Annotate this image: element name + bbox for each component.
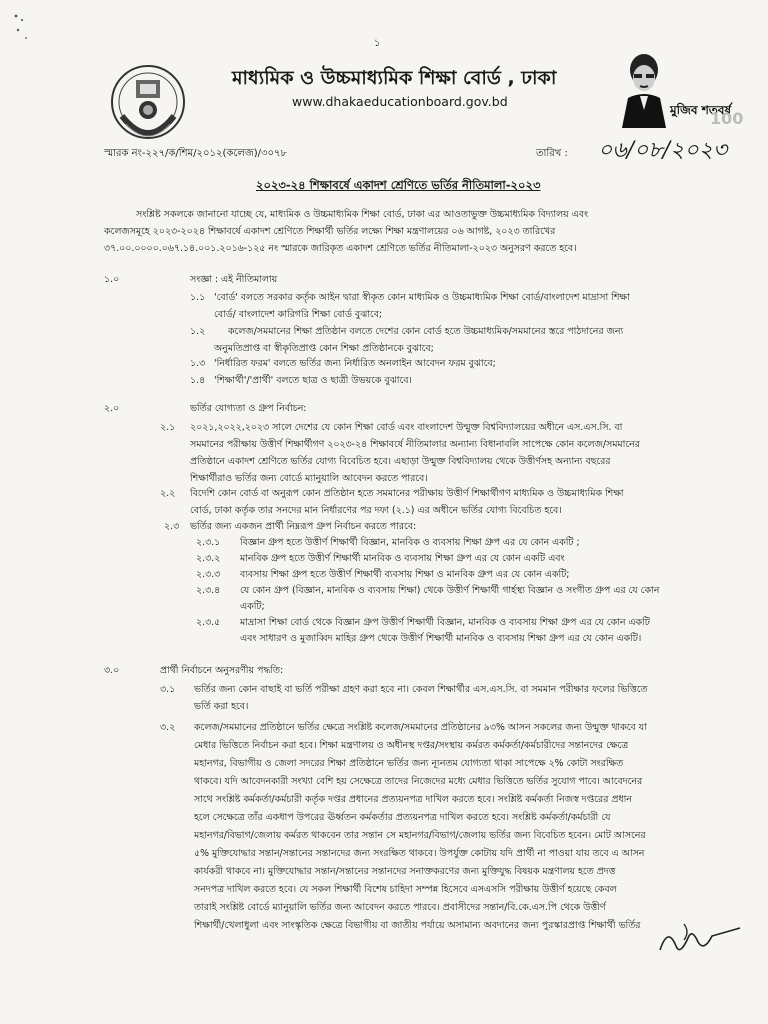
- mujib-logo-text: মুজিব শতবর্ষ: [670, 103, 732, 117]
- signature: [654, 916, 744, 962]
- section-number: ৩.০: [104, 665, 120, 676]
- item-text: অনুমতিপ্রাপ্ত বা স্বীকৃতিপ্রাপ্ত কোন শিক্ষা প্রতিষ্ঠানকে বুঝাবে;: [214, 343, 434, 354]
- item-text: কার্যকরী থাকবে না। মুক্তিযোদ্ধার সন্তান/সন্তানের সন্তানদের সনাক্তকরণের জন্য মুক্তিযুদ্ধ বিষয়ক মন্ত্রণালয় হতে প্রদত্ত: [194, 866, 616, 877]
- item-text: কলেজ/সমমানের শিক্ষা প্রতিষ্ঠান বলতে দেশের কোন বোর্ড হতে উচ্চমাধ্যমিক/সমমানের স্তরে পাঠদানের জন্য: [228, 326, 624, 337]
- subitem-text: মাদ্রাসা শিক্ষা বোর্ড থেকে বিজ্ঞান গ্রুপ উত্তীর্ণ শিক্ষার্থী বিজ্ঞান, মানবিক ও ব্যবসায় শিক্ষা গ্রুপ এর যে কোন একটি: [240, 617, 650, 628]
- subitem-number: ২.৩.৪: [196, 585, 221, 596]
- item-number: ৩.১: [160, 684, 176, 695]
- section-heading: সংজ্ঞা : এই নীতিমালায়: [190, 274, 278, 285]
- subitem-number: ২.৩.১: [196, 537, 221, 548]
- item-number: ২.৩: [164, 521, 180, 532]
- subitem-number: ২.৩.৫: [196, 617, 221, 628]
- item-text: সনদপত্র দাখিল করতে হবে। যে সকল শিক্ষার্থী বিশেষ চাহিদা সম্পন্ন হিসেবে এসএসসি পরীক্ষায় উত্তীর্ণ হয়েছে কেবল: [194, 884, 617, 895]
- item-text: সমমানের পরীক্ষায় উত্তীর্ণ শিক্ষার্থীগণ ২০২৩-২৪ শিক্ষাবর্ষে নীতিমালার অন্যান্য বিধানাবলি সাপেক্ষে কোন কলেজ/সমমানের: [190, 439, 640, 450]
- section-heading: ভর্তির যোগ্যতা ও গ্রুপ নির্বাচন:: [190, 403, 307, 414]
- date-label: তারিখ :: [536, 148, 568, 159]
- section-heading: প্রার্থী নির্বাচনে অনুসরণীয় পদ্ধতি:: [160, 665, 284, 676]
- item-number: ১.১: [190, 292, 206, 303]
- item-number: ৩.২: [160, 722, 176, 733]
- board-name: মাধ্যমিক ও উচ্চমাধ্যমিক শিক্ষা বোর্ড , ঢাকা: [232, 67, 557, 89]
- subitem-text: ব্যবসায় শিক্ষা গ্রুপ হতে উত্তীর্ণ শিক্ষার্থী ব্যবসায় শিক্ষা ও মানবিক গ্রুপ এর যে কোন একটি;: [240, 569, 570, 580]
- item-number: ২.১: [160, 422, 176, 433]
- item-text: 'শিক্ষার্থী'/'প্রার্থী' বলতে ছাত্র ও ছাত্রী উভয়কে বুঝাবে।: [214, 375, 412, 386]
- subitem-number: ২.৩.২: [196, 553, 221, 564]
- item-text: 'বোর্ড' বলতে সরকার কর্তৃক আইন দ্বারা স্বীকৃত কোন মাধ্যমিক ও উচ্চমাধ্যমিক শিক্ষা বোর্ড/বাংলাদেশ মাদ্রাসা শিক্ষা: [214, 292, 630, 303]
- item-text: ৫% মুক্তিযোদ্ধার সন্তান/সন্তানের সন্তানদের জন্য সংরক্ষিত থাকবে। উপর্যুক্ত কোটায় যদি প্রার্থী না পাওয়া যায় তবে এ আসন: [194, 848, 645, 859]
- item-text: তারাই সংশ্লিষ্ট বোর্ডে ম্যানুয়ালি ভর্তির জন্য আবেদন করতে পারবে। প্রবাসীদের সন্তান/বি.কে.এস.পি থেকে উত্তীর্ণ: [194, 902, 606, 913]
- item-number: ১.২: [190, 326, 206, 337]
- item-number: ২.২: [160, 488, 176, 499]
- item-text: কলেজ/সমমানের প্রতিষ্ঠানে ভর্তির ক্ষেত্রে সংশ্লিষ্ট কলেজ/সমমানের প্রতিষ্ঠানের ৯৩% আসন সকলের জন্য উন্মুক্ত থাকবে যা: [194, 722, 647, 733]
- subitem-text: মানবিক গ্রুপ হতে উত্তীর্ণ শিক্ষার্থী মানবিক ও ব্যবসায় শিক্ষা গ্রুপ এর যে কোন একটি এবং: [240, 553, 565, 564]
- mujib-centenary-logo: [612, 48, 744, 128]
- item-text: ভর্তির জন্য একজন প্রার্থী নিম্নরূপ গ্রুপ নির্বাচন করতে পারবে:: [190, 521, 417, 532]
- subitem-text: একটি;: [240, 601, 265, 612]
- item-text: বোর্ড/ বাংলাদেশ কারিগরি শিক্ষা বোর্ড বুঝাবে;: [214, 309, 383, 320]
- subitem-text: বিজ্ঞান গ্রুপ হতে উত্তীর্ণ শিক্ষার্থী বিজ্ঞান, মানবিক ও ব্যবসায় শিক্ষা গ্রুপ এর যে কোন একটি ;: [240, 537, 580, 548]
- section-number: ১.০: [104, 274, 120, 285]
- document-title: ২০২৩-২৪ শিক্ষাবর্ষে একাদশ শ্রেণিতে ভর্তির নীতিমালা-২০২৩: [256, 178, 541, 192]
- svg-text:100: 100: [710, 109, 744, 128]
- section-number: ২.০: [104, 403, 120, 414]
- item-text: সাথে সংশ্লিষ্ট কর্মকর্তা/কর্মচারী কর্তৃক দপ্তর প্রধানের প্রত্যয়নপত্র দাখিল করতে হবে। সংশ্লিষ্ট কর্মকর্তা নিজস্ব দপ্তরের প্রধান: [194, 794, 632, 805]
- page-number: ১: [374, 38, 381, 49]
- item-text: প্রতিষ্ঠানে একাদশ শ্রেণিতে ভর্তির যোগ্য বিবেচিত হবে। এছাড়া উন্মুক্ত বিশ্ববিদ্যালয় থেকে উত্তীর্ণসহ অন্যান্য বছরের: [190, 456, 611, 467]
- intro-line: সংশ্লিষ্ট সকলকে জানানো যাচ্ছে যে, মাধ্যমিক ও উচ্চমাধ্যমিক শিক্ষা বোর্ড, ঢাকা এর আওতাভুক্ত উচ্চমাধ্যমিক বিদ্যালয় এবং: [136, 209, 589, 220]
- item-text: মহানগর/বিভাগ/জেলায় কর্মরত থাকবেন তার সন্তান সে মহানগর/বিভাগ/জেলায় ভর্তির জন্য বিবেচিত হবেন। মোট আসনের: [194, 830, 646, 841]
- item-text: ২০২১,২০২২,২০২৩ সালে দেশের যে কোন শিক্ষা বোর্ড এবং বাংলাদেশ উন্মুক্ত বিশ্ববিদ্যালয়ের অধীনে এস.এস.সি. বা: [190, 422, 623, 433]
- scan-marks: [10, 8, 40, 48]
- intro-line: কলেজসমূহে ২০২৩-২০২৪ শিক্ষাবর্ষে একাদশ শ্রেণিতে শিক্ষার্থী ভর্তির লক্ষ্যে শিক্ষা মন্ত্রণালয়ের ০৬ আগষ্ট, ২০২৩ তারিখের: [104, 226, 556, 237]
- item-number: ১.৪: [190, 375, 206, 386]
- item-text: থাকবে। যদি আবেদনকারী সংখ্যা বেশি হয় সেক্ষেত্রে তাদের নিজেদের মধ্যে মেধার ভিত্তিতে ভর্তির সুযোগ পাবে। আবেদনের: [194, 776, 643, 787]
- item-text: হলে সেক্ষেত্রে তাঁর একধাপ উপরের ঊর্ধ্বতন কর্মকর্তার প্রত্যয়নপত্র দাখিল করতে হবে। সংশ্লিষ্ট কর্মকর্তা/কর্মচারী যে: [194, 812, 611, 823]
- board-seal-logo: [106, 64, 190, 144]
- item-text: ভর্তির জন্য কোন বাছাই বা ভর্তি পরীক্ষা গ্রহণ করা হবে না। কেবল শিক্ষার্থীর এস.এস.সি. বা সমমান পরীক্ষার ফলের ভিত্তিতে: [194, 684, 648, 695]
- item-text: ভর্তি করা হবে।: [194, 701, 249, 712]
- subitem-number: ২.৩.৩: [196, 569, 221, 580]
- item-text: 'নির্ধারিত ফরম' বলতে ভর্তির জন্য নির্ধারিত অনলাইন আবেদন ফরম বুঝাবে;: [214, 358, 496, 369]
- intro-line: ৩৭.০০.০০০০.০৬৭.১৪.০০১.২০১৬-১২৫ নং স্মারকে জারিকৃত একাদশ শ্রেণিতে ভর্তির নীতিমালা-২০২৩ অনুসরণ করতে হবে।: [104, 243, 577, 254]
- item-text: বোর্ড, ঢাকা কর্তৃক তার সনদের মান নির্ধারণের পর দফা (২.১) এর অধীনে ভর্তির যোগ্য বিবেচিত হবে।: [190, 505, 562, 516]
- item-text: মহানগর, বিভাগীয় ও জেলা সদরের শিক্ষা প্রতিষ্ঠানে ভর্তির জন্য ন্যূনতম যোগ্যতা থাকা সাপেক্ষে ২% কোটা সংরক্ষিত: [194, 758, 624, 769]
- subitem-text: যে কোন গ্রুপ (বিজ্ঞান, মানবিক ও ব্যবসায় শিক্ষা) থেকে উত্তীর্ণ শিক্ষার্থী গার্হস্থ্য বিজ্ঞান ও সংগীত গ্রুপ এর যে কোন: [240, 585, 660, 596]
- item-text: শিক্ষার্থী/খেলাধুলা এবং সাংস্কৃতিক ক্ষেত্রে বিভাগীয় বা জাতীয় পর্যায়ে অসামান্য অবদানের জন্য পুরস্কারপ্রাপ্ত শিক্ষার্থী ভর্তির: [194, 920, 641, 931]
- memo-number: স্মারক নং-২২৭/ক/শিম/২০১২(কলেজ)/৩০৭৮: [104, 148, 288, 159]
- board-website: www.dhakaeducationboard.gov.bd: [292, 94, 508, 109]
- item-text: শিক্ষার্থীরাও ভর্তির জন্য বোর্ডে ম্যানুয়ালি আবেদন করতে পারবে।: [190, 473, 428, 484]
- item-number: ১.৩: [190, 358, 206, 369]
- date-value: ০৬/০৮/২০২৩: [598, 138, 728, 163]
- item-text: মেধার ভিত্তিতে নির্বাচন করা হবে। শিক্ষা মন্ত্রণালয় ও অধীনস্থ দপ্তর/সংস্থায় কর্মরত কর্মকর্তা/কর্মচারীদের সন্তানদের ক্ষেত্রে: [194, 740, 629, 751]
- item-text: বিদেশি কোন বোর্ড বা অনুরূপ কোন প্রতিষ্ঠান হতে সমমানের পরীক্ষায় উত্তীর্ণ শিক্ষার্থীগণ মাধ্যমিক ও উচ্চমাধ্যমিক শিক্ষা: [190, 488, 624, 499]
- subitem-text: এবং সাধারণ ও মুজাব্বিদ মাহির গ্রুপ থেকে উত্তীর্ণ শিক্ষার্থী মানবিক ও ব্যবসায় শিক্ষা গ্রুপ এর যে কোন একটি।: [240, 633, 642, 644]
